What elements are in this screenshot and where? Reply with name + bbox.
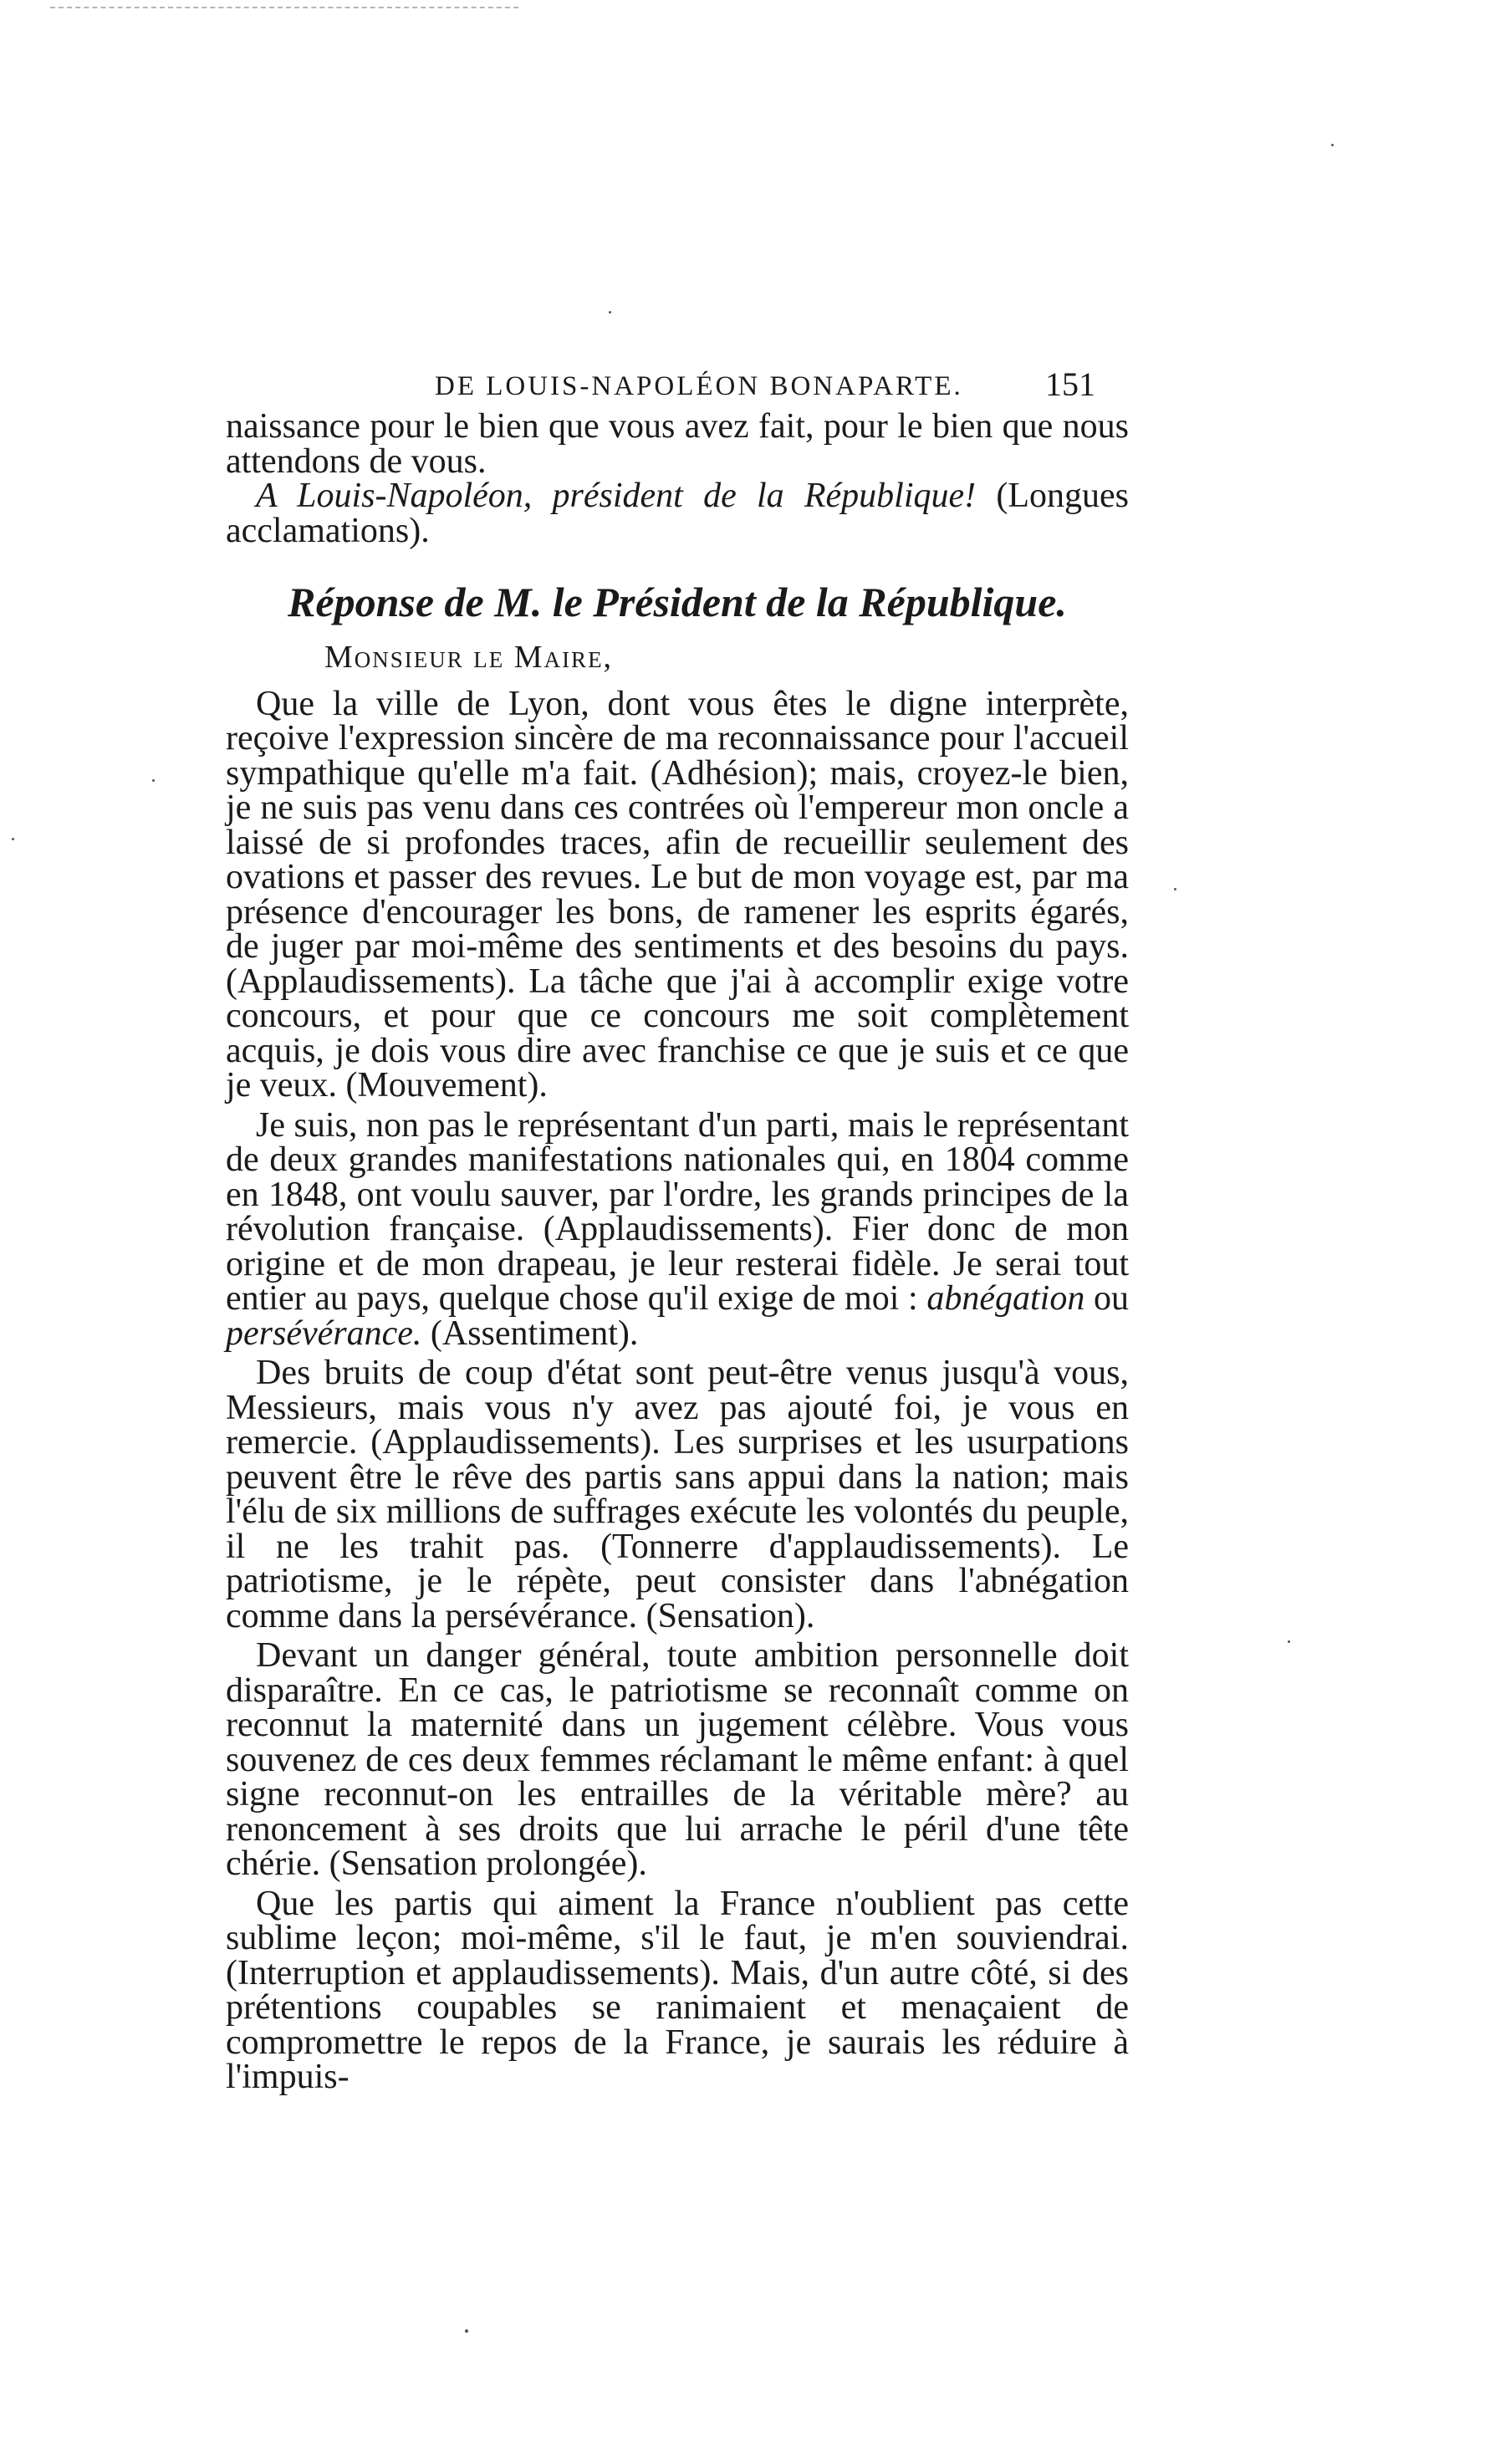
toast-rest: (Longues acclamations). [226, 477, 1129, 550]
scan-speck [609, 311, 611, 314]
italic-word: abnégation [926, 1279, 1085, 1318]
page-number: 151 [1045, 365, 1095, 403]
scan-edge-rule [50, 7, 518, 8]
paragraph [226, 1105, 1129, 1353]
paragraph: Devant un danger général, toute ambition personnelle doit disparaître. En ce cas, le patriotisme se reconnaît comme on reconnut la maternité dans un jugement célèbre. Vous vous souvenez de ces deux femmes réclamant le même enfant: à quel signe reconnut-on les entrailles de la véritable mère? au renoncement à ses droits que lui arrache le péril d'une tête chérie. (Sensation prolongée). [226, 1636, 1129, 1883]
body-text [226, 407, 1129, 2096]
running-head: DE LOUIS-NAPOLÉON BONAPARTE. [435, 371, 963, 401]
paragraph: Des bruits de coup d'état sont peut-être venus jusqu'à vous, Messieurs, mais vous n'y avez pas ajouté foi, je vous en remercie. (Applaudissements). Les surprises et les usurpations peuvent être le rêve des partis sans appui dans la nation; mais l'élu de six millions de suffrages exécute les volontés du peuple, il ne les trahit pas. (Tonnerre d'applaudissements). Le patriotisme, je le répète, peut consister dans l'abnégation comme dans la persévérance. (Sensation). [226, 1354, 1129, 1635]
paragraph-text: ou [1084, 1279, 1129, 1318]
italic-word: persévérance. [226, 1314, 422, 1353]
scan-speck [1288, 1640, 1290, 1643]
paragraph-continued: naissance pour le bien que vous avez fait, pour le bien que nous attendons de vous. [226, 407, 1129, 481]
scan-speck [1331, 144, 1334, 146]
toast-line [226, 479, 1129, 548]
paragraph: Que les partis qui aiment la France n'oublient pas cette sublime leçon; moi-même, s'il le faut, je m'en souviendrai. (Interruption et applaudissements). Mais, d'un autre côté, si des prétentions coupables se ranimaient et menaçaient de compromettre le repos de la France, je saurais les réduire à l'impuis- [226, 1884, 1129, 2096]
paragraph-text: Je suis, non pas le représentant d'un parti, mais le représentant de deux grandes manifestations nationales qui, en 1804 comme en 1848, ont voulu sauver, par l'ordre, les grands principes de la révolution française. (Applaudissements). Fier donc de mon origine et de mon drapeau, je leur resterai fidèle. Je serai tout entier au pays, quelque chose qu'il exige de moi : [226, 1105, 1129, 1318]
scan-speck [152, 779, 155, 782]
paragraph-text: (Assentiment). [421, 1314, 639, 1353]
scan-speck [12, 838, 14, 840]
salutation: Monsieur le Maire, [324, 640, 614, 675]
scan-speck [465, 2329, 468, 2333]
scan-speck [1174, 888, 1176, 890]
paragraph: Que la ville de Lyon, dont vous êtes le digne interprète, reçoive l'expression sincère de ma reconnaissance pour l'accueil sympathique qu'elle m'a fait. (Adhésion); mais, croyez-le bien, je ne suis pas venu dans ces contrées où l'empereur mon oncle a laissé de si profondes traces, afin de recueillir seulement des ovations et passer des revues. Le but de mon voyage est, par ma présence d'encourager les bons, de ramener les esprits égarés, de juger par moi-même des sentiments et des besoins du pays. (Applaudissements). La tâche que j'ai à accomplir exige votre concours, et pour que ce concours me soit complètement acquis, je dois vous dire avec franchise ce que je suis et ce que je veux. (Mouvement). [226, 684, 1129, 1104]
toast-italic: A Louis-Napoléon, président de la République! [256, 477, 977, 515]
section-title: Réponse de M. le Président de la République. [288, 579, 1067, 625]
